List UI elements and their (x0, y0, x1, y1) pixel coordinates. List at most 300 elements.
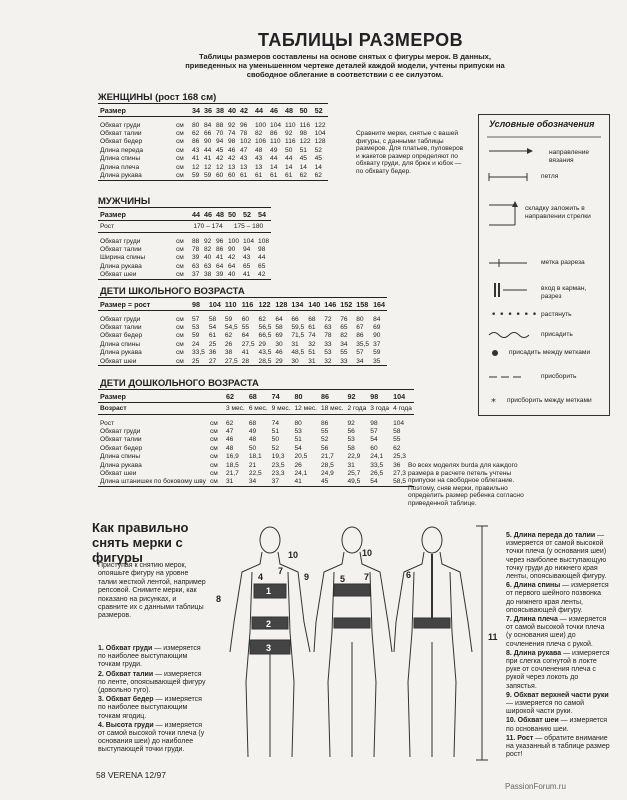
table-row (98, 349, 387, 357)
size-header: 50 (298, 104, 313, 117)
value-cell: 98 (258, 246, 266, 254)
row-label: Рост (100, 419, 115, 427)
value-cell: 27,5 (241, 340, 255, 348)
value-cell: 60 (214, 171, 226, 180)
value-cell: 64 (228, 262, 236, 270)
value-cell: 43,5 (258, 349, 272, 357)
value-cell: 65 (340, 324, 348, 332)
value-cell: 12 (192, 163, 200, 171)
table-row (98, 469, 414, 477)
value-cell: 33,5 (370, 461, 384, 469)
legend-item-loop: петля (541, 173, 559, 180)
value-cell: 39 (214, 271, 226, 280)
value-cell: 44 (204, 146, 212, 154)
value-cell: 29 (258, 340, 266, 348)
row-label: Обхват бедер (100, 138, 143, 146)
value-cell: 45 (216, 146, 224, 154)
row-unit: см (176, 340, 184, 348)
size-header: 44 (253, 104, 268, 117)
value-cell: 58 (347, 444, 355, 452)
legend-item-direction: направление вязания (549, 149, 590, 164)
fig-label-8: 8 (216, 594, 222, 604)
value-cell: 69 (373, 324, 381, 332)
value-cell: 68 (248, 419, 257, 427)
value-cell: 34 (340, 340, 348, 348)
table-row (98, 271, 271, 280)
value-cell: 110 (285, 121, 296, 129)
page-title: ТАБЛИЦЫ РАЗМЕРОВ (258, 30, 464, 50)
size-header: 50 (226, 208, 241, 221)
value-cell: 44 (258, 254, 266, 262)
table-row (98, 208, 271, 221)
value-cell: 61 (308, 324, 316, 332)
size-header: 38 (216, 105, 224, 115)
row-unit: см (176, 254, 184, 262)
value-cell: 104 (243, 237, 255, 245)
value-cell: 31 (291, 340, 299, 348)
row-label: Обхват бедер (100, 444, 143, 452)
value-cell: 86 (321, 419, 329, 427)
row-label: Длина спины (100, 453, 141, 461)
value-cell: 18,1 (248, 453, 262, 461)
value-cell: 45 (319, 478, 346, 487)
row-unit: см (176, 349, 184, 357)
value-cell: 98 (228, 138, 236, 146)
value-cell: 54 (294, 444, 302, 452)
value-cell: 14 (314, 163, 322, 171)
value-cell: 62 (298, 171, 313, 180)
value-cell: 59 (373, 349, 381, 357)
value-cell: 48 (225, 444, 234, 452)
legend-item-gather-marks: присборить между метками (507, 397, 592, 404)
size-header: 134 (289, 298, 306, 311)
value-cell: 35 (371, 357, 387, 366)
measure-text: — измеряется от самой высокой точки плеча (у основания шеи) до сочленения плеча с рукой. (506, 616, 607, 648)
row-unit: см (209, 453, 218, 461)
row-unit: см (174, 357, 190, 366)
row-unit: см (176, 130, 184, 138)
size-header: 116 (240, 298, 257, 311)
value-cell: 55 (321, 428, 329, 436)
legend-title: Условные обозначения (489, 119, 595, 129)
value-cell: 26 (294, 461, 302, 469)
value-cell: 78 (192, 246, 200, 254)
table-row (98, 146, 328, 154)
size-header: 152 (340, 299, 353, 309)
value-cell: 41 (293, 478, 320, 487)
measure-text: — измеряется по основанию шеи. (506, 717, 608, 733)
size-header: 128 (275, 299, 288, 309)
value-cell: 55 (393, 436, 401, 444)
size-header: 92 (346, 390, 369, 403)
header-label: Размер (98, 208, 190, 221)
value-cell: 32 (322, 357, 338, 366)
row-unit: см (174, 271, 190, 280)
value-cell: 92 (204, 237, 212, 245)
value-cell: 86 (270, 130, 278, 138)
page-footer: 58 VERENA 12/97 (96, 770, 166, 780)
value-cell: 80 (192, 121, 200, 129)
header-label: Размер (98, 390, 224, 403)
table-row (98, 155, 328, 163)
page-intro: Таблицы размеров составлены на основе снятых с фигуры мерок. В данных, приведенных на уменьшенном чертеже деталей каждой модели, учтены припуски на свободное облегание в соответствии с ее силуэтом. (185, 52, 505, 79)
fig-label-3: 3 (266, 643, 272, 653)
table-row (98, 121, 328, 129)
value-cell: 19,3 (271, 453, 285, 461)
value-cell: 61 (268, 171, 283, 180)
table-row (98, 403, 414, 415)
measure-name: 11. Рост (506, 734, 534, 742)
measure-item (98, 696, 208, 721)
value-cell: 104 (314, 130, 326, 138)
row-unit: см (209, 428, 218, 436)
size-header: 54 (256, 208, 271, 221)
size-header: 36 (204, 105, 212, 115)
women-heading: ЖЕНЩИНЫ (рост 168 см) (98, 92, 217, 103)
value-cell: 48 (248, 436, 257, 444)
value-cell: 38 (202, 271, 214, 280)
value-cell: 122 (314, 121, 326, 129)
row-label: Обхват талии (100, 436, 142, 444)
value-cell: 36 (208, 349, 217, 357)
row-unit: см (176, 332, 184, 340)
measure-name: 5. Длина переда до талии (506, 532, 596, 539)
men-heading: МУЖЧИНЫ (98, 196, 151, 207)
table-row (98, 262, 271, 270)
size-header: 52 (241, 208, 256, 221)
value-cell: 31 (224, 478, 247, 487)
row-label: Обхват шеи (100, 470, 137, 478)
value-cell: 37 (270, 478, 293, 487)
value-cell: 82 (340, 332, 348, 340)
value-cell: 61 (253, 171, 268, 180)
value-cell: 63 (192, 262, 200, 270)
value-cell: 32 (308, 340, 316, 348)
size-header: 158 (354, 298, 371, 311)
value-cell: 42 (256, 271, 271, 280)
row-unit: см (176, 262, 184, 270)
value-cell: 33 (338, 357, 354, 366)
value-cell: 116 (299, 121, 311, 129)
row-label: Длина штанишек по боковому шву (100, 478, 206, 486)
value-cell: 43 (243, 254, 251, 262)
svg-text:*: * (491, 397, 496, 408)
value-cell: 50 (271, 436, 279, 444)
value-cell: 42 (216, 155, 224, 163)
value-cell: 41 (204, 155, 212, 163)
value-cell: 25 (190, 357, 207, 366)
measure-name: 2. Обхват талии (98, 670, 154, 678)
value-cell: 31 (306, 357, 322, 366)
value-cell: 84 (204, 121, 212, 129)
size-header: 48 (216, 209, 224, 219)
size-header: 86 (319, 390, 346, 403)
value-cell: 78 (324, 332, 332, 340)
value-cell: 42 (228, 155, 236, 163)
fig2-label-5: 5 (340, 574, 346, 584)
fig-label-4: 4 (258, 572, 264, 582)
row-label: Обхват бедер (100, 332, 143, 340)
value-cell: 122 (299, 138, 311, 146)
value-cell: 56 (321, 444, 329, 452)
size-header: 122 (257, 298, 274, 311)
row-label: Длина рукава (100, 262, 142, 270)
value-cell: 78 (240, 130, 248, 138)
women-table (98, 103, 328, 181)
size-header: 146 (324, 299, 337, 309)
value-cell: 25,7 (347, 470, 361, 478)
value-cell: 100 (228, 237, 240, 245)
table-row (98, 340, 387, 348)
size-header: 42 (238, 104, 253, 117)
measure-item (506, 532, 610, 581)
size-header: 62 (224, 390, 247, 403)
table-row (98, 315, 387, 323)
table-row (98, 298, 387, 311)
value-cell: 104 (270, 121, 282, 129)
measure-name: 10. Обхват шеи (506, 717, 559, 725)
value-cell: 25 (208, 340, 217, 348)
value-cell: 61 (238, 171, 253, 180)
men-table (98, 207, 271, 280)
size-header: 34 (192, 105, 200, 115)
row-label: Длина плеча (100, 163, 140, 171)
value-cell: 40 (226, 271, 241, 280)
value-cell: 57 (192, 315, 200, 323)
value-cell: 14 (285, 163, 293, 171)
value-cell: 59 (190, 171, 202, 180)
table-row (98, 237, 271, 245)
size-header: 104 (391, 390, 414, 403)
value-cell: 24,1 (294, 470, 308, 478)
value-cell: 90 (228, 246, 236, 254)
legend-item-pocket: вход в карман, разрез (541, 285, 587, 300)
measure-text: — измеряется по наиболее выступающим точкам груди. (98, 645, 201, 669)
value-cell: 39 (192, 254, 200, 262)
value-cell: 52 (321, 436, 329, 444)
measure-text: — измеряется по самой широкой части руки. (506, 700, 585, 716)
row-unit: см (176, 155, 184, 163)
value-cell: 14 (299, 163, 307, 171)
row-unit: см (209, 436, 218, 444)
value-cell: 49 (270, 146, 278, 154)
value-cell: 76 (340, 315, 348, 323)
value-cell: 47 (240, 146, 248, 154)
measure-item (506, 735, 610, 760)
preschool-heading: ДЕТИ ДОШКОЛЬНОГО ВОЗРАСТА (100, 378, 259, 389)
value-cell: 21,7 (321, 453, 334, 461)
value-cell: 16,9 (225, 453, 239, 461)
size-header: 68 (247, 390, 270, 403)
value-cell: 23,3 (271, 470, 285, 478)
measure-name: 8. Длина рукава (506, 649, 562, 657)
value-cell: 53 (192, 324, 200, 332)
value-cell: 43 (192, 146, 200, 154)
value-cell: 64 (216, 262, 224, 270)
table-row (98, 245, 271, 253)
legend-item-fold: складку заложить в направлении стрелки (525, 205, 591, 220)
row-unit: см (176, 146, 184, 154)
school-heading: ДЕТИ ШКОЛЬНОГО ВОЗРАСТА (100, 286, 245, 297)
value-cell: 94 (216, 138, 224, 146)
header-label: Размер = рост (98, 298, 190, 311)
header-label: Размер (98, 104, 190, 117)
value-cell: 36 (393, 461, 401, 469)
value-cell: 110 (270, 138, 281, 146)
table-row (98, 221, 271, 233)
value-cell: 59 (224, 315, 233, 323)
value-cell: 65 (243, 262, 251, 270)
value-cell: 92 (347, 419, 355, 427)
value-cell: 44 (270, 155, 278, 163)
value-cell: 98 (370, 419, 378, 427)
value-cell: 33 (324, 340, 332, 348)
value-cell: 51 (271, 428, 279, 436)
value-cell: 66 (204, 130, 212, 138)
value-cell: 59 (202, 171, 214, 180)
table-row (98, 163, 328, 171)
size-header: 98 (368, 390, 391, 403)
measure-text: — обратите внимание на указанный в таблице размер рост! (506, 734, 610, 759)
value-cell: 21,7 (225, 470, 239, 478)
value-cell: 92 (228, 121, 236, 129)
age-cell: 2 года (346, 403, 369, 415)
row-unit: см (176, 163, 184, 171)
table-row (98, 444, 414, 452)
value-cell: 30 (289, 357, 306, 366)
women-note: Сравните мерки, снятые с вашей фигуры, с данными таблицы размеров. Для платьев, пуловеров и жакетов размер определяют по обхвату груди, для брюк и юбок — по обхвату бедер. (356, 130, 464, 175)
size-header: 98 (190, 298, 207, 311)
measure-item (506, 582, 610, 615)
value-cell: 72 (324, 315, 332, 323)
table-row (98, 171, 328, 180)
value-cell: 34 (247, 478, 270, 487)
value-cell: 58 (275, 324, 283, 332)
value-cell: 54 (208, 324, 217, 332)
fig-label-1: 1 (266, 586, 272, 596)
value-cell: 41 (241, 271, 256, 280)
fig2-label-10: 10 (362, 548, 373, 558)
fig-label-7: 7 (278, 566, 284, 576)
fig-label-9: 9 (304, 572, 310, 582)
value-cell: 27 (207, 357, 223, 366)
value-cell: 46 (225, 436, 234, 444)
size-header: 110 (223, 298, 240, 311)
value-cell: 49,5 (346, 478, 369, 487)
value-cell: 86 (216, 246, 224, 254)
value-cell: 56 (347, 428, 355, 436)
value-cell: 45 (299, 155, 307, 163)
row-label: Обхват груди (100, 121, 141, 129)
value-cell: 63 (324, 324, 332, 332)
value-cell: 92 (285, 130, 293, 138)
value-cell: 55 (241, 324, 250, 332)
watermark: PassionForum.ru (505, 782, 566, 791)
measure-text: — измеряется от самой высокой точки плеча (у основания шеи) через наиболее выступающую точку груди до нижнего края ленты, опоясывающей фигуру. (506, 532, 607, 581)
value-cell: 27,5 (224, 357, 238, 365)
table-row (98, 461, 414, 469)
table-row (98, 419, 414, 427)
value-cell: 46 (275, 349, 283, 357)
table-row (98, 138, 328, 146)
value-cell: 50 (285, 146, 293, 154)
size-header: 52 (313, 104, 328, 117)
value-cell: 88 (192, 237, 200, 245)
row-label: Длина рукава (100, 461, 142, 469)
value-cell: 98 (299, 130, 307, 138)
size-header: 140 (308, 299, 321, 309)
age-cell: 6 мес. (247, 403, 270, 415)
row-label: Обхват груди (100, 237, 141, 245)
value-cell: 61 (283, 171, 298, 180)
value-cell: 41 (241, 349, 250, 357)
value-cell: 53 (324, 349, 332, 357)
row-unit: см (209, 470, 218, 478)
value-cell: 58 (393, 428, 401, 436)
value-cell: 60 (241, 315, 250, 323)
value-cell: 56,5 (258, 324, 272, 332)
row-label: Обхват груди (100, 428, 141, 436)
row-label: Обхват шеи (98, 271, 174, 280)
row-unit: см (208, 478, 224, 487)
value-cell: 82 (255, 130, 263, 138)
row-unit: см (209, 444, 218, 452)
value-cell: 24,1 (370, 453, 384, 461)
value-cell: 86 (192, 138, 200, 146)
value-cell: 24 (192, 340, 200, 348)
table-row (98, 427, 414, 435)
row-label: Обхват талии (100, 130, 142, 138)
preschool-note: Во всех моделях burda для каждого размера в расчете петель учтены припуски на свободное облегание. Поэтому, сняв мерки, правильно определить размер ребенка согласно приведенной таблице. (408, 462, 524, 507)
value-cell: 61 (208, 332, 217, 340)
size-header: 48 (283, 104, 298, 117)
value-cell: 74 (271, 419, 279, 427)
value-cell: 30 (275, 340, 283, 348)
value-cell: 59 (192, 332, 200, 340)
row-unit: см (209, 461, 218, 469)
measure-item (98, 671, 208, 696)
value-cell: 66 (291, 315, 299, 323)
value-cell: 102 (240, 138, 252, 146)
measure-item (98, 645, 208, 670)
fig-label-10: 10 (288, 550, 299, 560)
value-cell: 29 (273, 357, 289, 366)
value-cell: 64 (275, 315, 283, 323)
value-cell: 48,5 (291, 349, 305, 357)
value-cell: 63 (204, 262, 212, 270)
measure-name: 6. Длина спины (506, 582, 561, 590)
age-label: Возраст (98, 403, 224, 415)
row-unit: см (209, 419, 218, 427)
value-cell: 74 (228, 130, 236, 138)
preschool-table (98, 389, 414, 487)
row-label: Обхват шеи (98, 357, 174, 366)
row-label: Обхват талии (100, 246, 142, 254)
value-cell: 52 (271, 444, 279, 452)
value-cell: 64 (241, 332, 250, 340)
value-cell: 70 (216, 130, 224, 138)
row-label: Длина переда (100, 146, 144, 154)
value-cell: 60 (226, 171, 238, 180)
table-row (98, 332, 387, 340)
value-cell: 71,5 (291, 332, 305, 340)
size-header: 80 (293, 390, 320, 403)
value-cell: 28,5 (321, 461, 334, 469)
value-cell: 62 (313, 171, 328, 180)
value-cell: 51 (308, 349, 316, 357)
how-to-intro: Приступая к снятию мерок, опояшьте фигуру на уровне талии жесткой лентой, например репсовой. Снимите мерки, как показано на рисунках, и сравните их с данными таблицы размеров. (98, 562, 206, 620)
value-cell: 25,3 (393, 453, 406, 461)
